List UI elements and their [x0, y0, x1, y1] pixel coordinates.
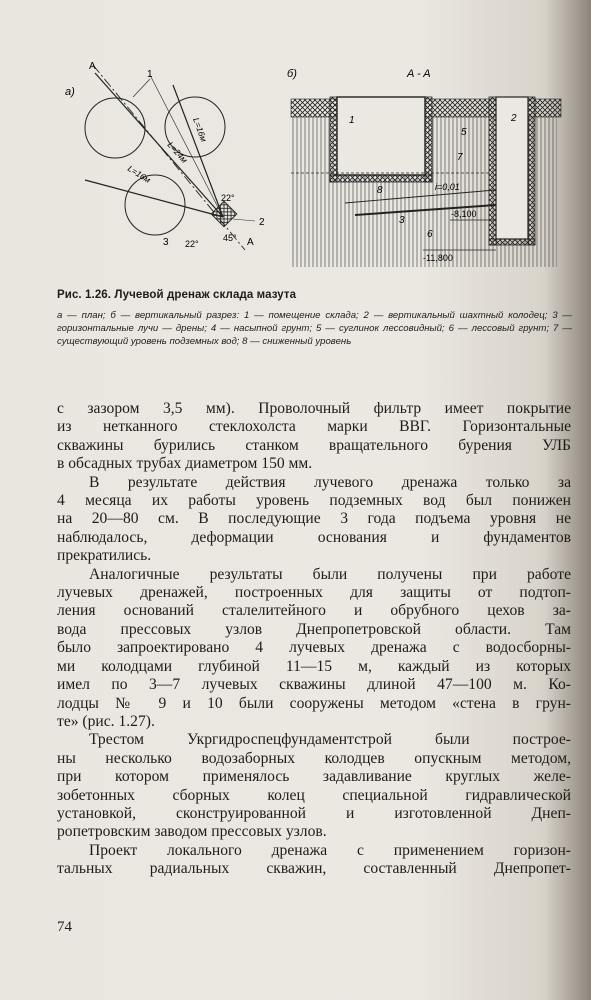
text-line: Трестом Укргидроспецфундаментстрой были построе-: [89, 731, 571, 749]
text-line: наблюдалось, деформации основания и фундаментов: [57, 528, 571, 546]
b-mark-5: 5: [461, 127, 467, 138]
arrow-a-bottom: A: [247, 237, 254, 248]
mark-3: 3: [163, 237, 169, 248]
panel-b-label: б): [287, 68, 297, 80]
text-line: было запроектировано 4 лучевых дренажа с водосборны-: [57, 639, 571, 657]
dim-l1: L=16м: [125, 163, 153, 185]
text-line: в обсадных трубах диаметром 150 мм.: [57, 455, 313, 473]
panel-b-section: [287, 68, 561, 267]
text-line: установкой, сконструированной и изготовленной Днеп-: [57, 804, 571, 822]
text-line: 4 месяца их работы уровень подземных вод был понижен: [57, 492, 571, 510]
text-line: те» (рис. 1.27).: [57, 712, 155, 730]
dim-l3: L=16м: [191, 116, 210, 144]
b-mark-1: 1: [349, 115, 355, 126]
body-text: [57, 400, 571, 879]
mark-2: 2: [259, 217, 265, 228]
b-mark-2: 2: [511, 113, 517, 124]
angle-2: 22°: [185, 239, 199, 249]
paragraph: [57, 842, 571, 879]
figure-caption-title: Рис. 1.26. Лучевой дренаж склада мазута: [57, 289, 297, 301]
text-line: В результате действия лучевого дренажа только за: [89, 473, 571, 491]
angle-1: 22°: [221, 193, 235, 203]
b-mark-3: 3: [399, 215, 405, 226]
text-line: на 20—80 см. В последующие 3 года подъема уровня не: [57, 510, 571, 528]
paragraph: [57, 731, 571, 841]
warehouse-room: [337, 97, 425, 175]
paragraph: [57, 566, 571, 732]
arrow-a-top: A: [89, 61, 96, 72]
text-line: из нетканного стеклохолста марки ВВГ. Горизонтальные: [57, 418, 571, 436]
text-line: имел по 3—7 лучевых скважины длиной 47—100 м. Ко-: [57, 676, 571, 694]
mark-1: 1: [147, 69, 153, 80]
text-line: скважины бурились станком вращательного бурения УЛБ: [57, 436, 571, 454]
drain-ray: [95, 73, 223, 217]
angle-3: 45°: [223, 233, 237, 243]
text-line: Аналогичные результаты были получены при работе: [89, 565, 571, 583]
panel-a-plan: [65, 61, 265, 250]
text-line: прекратились.: [57, 547, 152, 565]
text-line: при котором применялось задавливание круглых желе-: [57, 768, 571, 786]
text-line: с зазором 3,5 мм). Проволочный фильтр имеет покрытие: [57, 400, 571, 417]
well-circle: [85, 98, 145, 158]
shaft-well: [211, 201, 236, 226]
dim-l2: L=24м: [165, 139, 190, 165]
text-line: ления оснований сталелитейного и обрубного цехов за-: [57, 602, 571, 620]
b-mark-7: 7: [457, 152, 463, 163]
text-line: ропетровским заводом прессовых узлов.: [57, 823, 327, 841]
text-line: Проект локального дренажа с применением горизон-: [89, 841, 571, 859]
level-11800: -11,800: [423, 253, 453, 263]
b-mark-6: 6: [427, 229, 433, 240]
paragraph: [57, 474, 571, 566]
slope-label: i=0,01: [435, 182, 460, 192]
text-line: тальных радиальных скважин, составленный Днепропет-: [57, 860, 571, 878]
text-line: ми колодцами глубиной 11—15 м, каждый из которых: [57, 657, 571, 675]
figure-1-26: [55, 55, 575, 280]
b-mark-8: 8: [377, 185, 383, 196]
drain-ray: [85, 180, 223, 217]
text-line: ны несколько водозаборных колодцев опускным методом,: [57, 749, 571, 767]
page-number: 74: [57, 919, 72, 935]
figure-legend: а — план; б — вертикальный разрез: 1 — помещение склада; 2 — вертикальный шахтный колодец; 3 — горизонтальные лучи — дрены; 4 — насыпной грунт; 5 — суглинок лессовидный; 6 — лессовый грунт; 7 — существующий уровень подземных вод; 8 — сниженный уровень: [57, 310, 572, 347]
section-title: A - A: [407, 68, 431, 80]
text-line: зобетонных сборных колец специальной гидравлической: [57, 786, 571, 804]
text-line: лучевых дренажей, построенных для защиты от подтоп-: [57, 584, 571, 602]
level-8100: -8,100: [451, 209, 477, 219]
text-line: вода прессовых узлов Днепропетровской области. Там: [57, 620, 571, 638]
text-line: лодцы № 9 и 10 были сооружены методом «стена в грун-: [57, 694, 571, 712]
panel-a-label: а): [65, 86, 75, 98]
drain-ray: [150, 75, 223, 217]
paragraph: [57, 400, 571, 474]
